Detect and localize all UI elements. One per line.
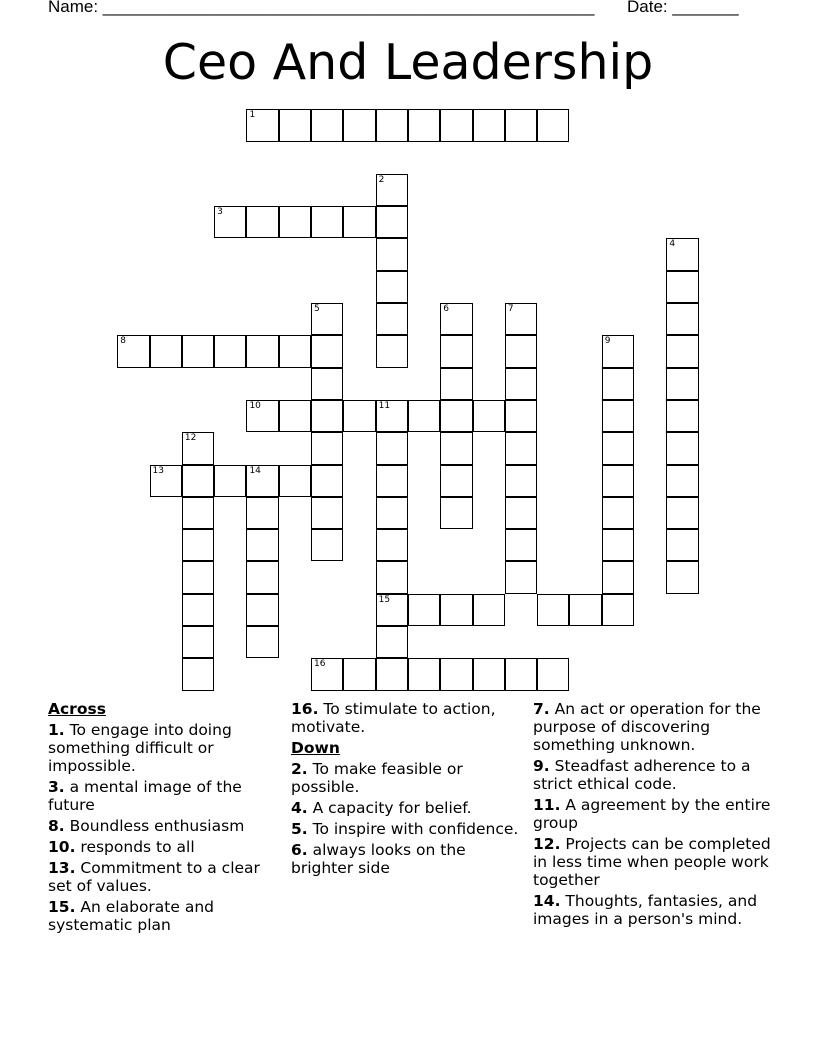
grid-cell[interactable] (246, 206, 278, 238)
clue-text: responds to all (80, 838, 195, 856)
clue-number: 5. (291, 820, 308, 838)
across-clue-8 (48, 817, 280, 835)
clue-number: 6. (291, 841, 308, 859)
grid-cell[interactable] (666, 529, 698, 561)
cell-number: 14 (249, 465, 261, 476)
grid-cell[interactable] (505, 432, 537, 464)
clue-text: An elaborate and systematic plan (48, 898, 214, 934)
cell-number: 15 (378, 594, 391, 605)
grid-cell[interactable] (666, 335, 698, 367)
down-clue-14 (533, 892, 773, 928)
grid-cell[interactable] (473, 400, 505, 432)
clue-text: Projects can be completed in less time when people work together (533, 835, 771, 889)
grid-cell[interactable] (246, 594, 278, 626)
page-title: Ceo And Leadership (162, 34, 654, 91)
down-clue-5 (291, 820, 523, 838)
grid-cell[interactable] (505, 303, 537, 335)
grid-cell[interactable] (246, 335, 278, 367)
clue-text: To stimulate to action, motivate. (291, 700, 496, 736)
grid-cell[interactable] (150, 335, 182, 367)
across-clue-13 (48, 859, 280, 895)
across-clue-1 (48, 721, 280, 775)
grid-cell[interactable] (666, 238, 698, 270)
grid-cell[interactable] (505, 658, 537, 690)
grid-cell[interactable] (376, 626, 408, 658)
grid-cell[interactable] (537, 658, 569, 690)
clue-text: Thoughts, fantasies, and images in a person's mind. (533, 892, 758, 928)
clue-number: 3. (48, 778, 65, 796)
grid-cell[interactable] (182, 626, 214, 658)
grid-cell[interactable] (440, 594, 472, 626)
grid-cell[interactable] (376, 109, 408, 141)
grid-cell[interactable] (408, 109, 440, 141)
clue-text: To inspire with confidence. (312, 820, 519, 838)
clue-text: To engage into doing something difficult or impossible. (48, 721, 232, 775)
grid-cell[interactable] (408, 594, 440, 626)
grid-cell[interactable] (666, 303, 698, 335)
clue-number: 2. (291, 760, 308, 778)
grid-cell[interactable] (343, 109, 375, 141)
cell-number: 9 (604, 336, 611, 347)
clue-text: An act or operation for the purpose of discovering something unknown. (533, 700, 761, 754)
grid-cell[interactable] (440, 658, 472, 690)
cell-number: 2 (378, 174, 385, 185)
date-field-label: Date: _______ (627, 0, 739, 16)
grid-cell[interactable] (182, 335, 214, 367)
grid-cell[interactable] (182, 594, 214, 626)
grid-cell[interactable] (505, 465, 537, 497)
grid-cell[interactable] (311, 109, 343, 141)
grid-cell[interactable] (376, 497, 408, 529)
grid-cell[interactable] (311, 335, 343, 367)
grid-cell[interactable] (376, 174, 408, 206)
grid-cell[interactable] (311, 529, 343, 561)
grid-cell[interactable] (440, 303, 472, 335)
grid-cell[interactable] (117, 335, 149, 367)
grid-cell[interactable] (246, 529, 278, 561)
grid-cell[interactable] (182, 497, 214, 529)
grid-cell[interactable] (602, 368, 634, 400)
grid-cell[interactable] (666, 271, 698, 303)
clue-text: Steadfast adherence to a strict ethical code. (533, 757, 751, 793)
grid-cell[interactable] (505, 497, 537, 529)
clue-text: A capacity for belief. (312, 799, 472, 817)
grid-cell[interactable] (182, 432, 214, 464)
clues-column-2 (291, 700, 523, 880)
clue-text: Boundless enthusiasm (69, 817, 245, 835)
grid-cell[interactable] (602, 529, 634, 561)
grid-cell[interactable] (602, 335, 634, 367)
grid-cell[interactable] (376, 594, 408, 626)
grid-cell[interactable] (246, 109, 278, 141)
grid-cell[interactable] (666, 368, 698, 400)
grid-cell[interactable] (602, 465, 634, 497)
grid-cell[interactable] (182, 465, 214, 497)
cell-number: 6 (443, 304, 449, 315)
clue-number: 14. (533, 892, 561, 910)
across-heading: Across (48, 700, 106, 718)
grid-cell[interactable] (408, 658, 440, 690)
grid-cell[interactable] (311, 497, 343, 529)
grid-cell[interactable] (311, 658, 343, 690)
cell-number: 10 (249, 400, 261, 411)
grid-cell[interactable] (440, 497, 472, 529)
grid-cell[interactable] (602, 594, 634, 626)
grid-cell[interactable] (376, 206, 408, 238)
down-clue-7 (533, 700, 773, 754)
grid-cell[interactable] (408, 400, 440, 432)
grid-cell[interactable] (376, 303, 408, 335)
down-clue-11 (533, 796, 773, 832)
grid-cell[interactable] (246, 465, 278, 497)
grid-cell[interactable] (505, 561, 537, 593)
cell-number: 4 (669, 239, 676, 250)
grid-cell[interactable] (440, 432, 472, 464)
down-clue-6 (291, 841, 523, 877)
cell-number: 3 (217, 207, 223, 218)
grid-cell[interactable] (150, 465, 182, 497)
down-clue-2 (291, 760, 523, 796)
clue-number: 10. (48, 838, 76, 856)
down-clue-9 (533, 757, 773, 793)
grid-cell[interactable] (505, 368, 537, 400)
grid-cell[interactable] (311, 400, 343, 432)
grid-cell[interactable] (311, 465, 343, 497)
across-clue-15 (48, 898, 280, 934)
grid-cell[interactable] (602, 561, 634, 593)
grid-cell[interactable] (537, 109, 569, 141)
grid-cell[interactable] (376, 335, 408, 367)
grid-cell[interactable] (182, 561, 214, 593)
grid-cell[interactable] (376, 658, 408, 690)
grid-cell[interactable] (279, 465, 311, 497)
cell-number: 1 (249, 110, 256, 121)
grid-cell[interactable] (505, 529, 537, 561)
grid-cell[interactable] (182, 529, 214, 561)
grid-cell[interactable] (473, 109, 505, 141)
grid-cell[interactable] (569, 594, 601, 626)
clues-column-3 (533, 700, 773, 931)
grid-cell[interactable] (440, 368, 472, 400)
clue-number: 4. (291, 799, 308, 817)
grid-cell[interactable] (279, 109, 311, 141)
clue-number: 16. (291, 700, 319, 718)
clue-text: To make feasible or possible. (291, 760, 463, 796)
grid-cell[interactable] (666, 497, 698, 529)
cell-number: 5 (314, 304, 320, 315)
grid-cell[interactable] (343, 400, 375, 432)
down-heading: Down (291, 739, 340, 757)
grid-cell[interactable] (440, 465, 472, 497)
grid-cell[interactable] (214, 206, 246, 238)
down-clue-12 (533, 835, 773, 889)
grid-cell[interactable] (440, 109, 472, 141)
across-clue-3 (48, 778, 280, 814)
grid-cell[interactable] (246, 626, 278, 658)
grid-cell[interactable] (343, 206, 375, 238)
grid-cell[interactable] (279, 206, 311, 238)
cell-number: 8 (120, 336, 126, 347)
clue-number: 9. (533, 757, 550, 775)
grid-cell[interactable] (440, 400, 472, 432)
grid-cell[interactable] (666, 465, 698, 497)
grid-cell[interactable] (311, 303, 343, 335)
clue-number: 7. (533, 700, 550, 718)
grid-cell[interactable] (376, 465, 408, 497)
across-clue-16 (291, 700, 523, 736)
clue-number: 12. (533, 835, 561, 853)
grid-cell[interactable] (376, 529, 408, 561)
grid-cell[interactable] (473, 658, 505, 690)
clues-column-1 (48, 700, 280, 937)
grid-cell[interactable] (343, 658, 375, 690)
grid-cell[interactable] (376, 432, 408, 464)
clue-text: always looks on the brighter side (291, 841, 466, 877)
grid-cell[interactable] (214, 335, 246, 367)
cell-number: 11 (378, 400, 391, 411)
grid-cell[interactable] (376, 271, 408, 303)
grid-cell[interactable] (537, 594, 569, 626)
across-clue-10 (48, 838, 280, 856)
grid-cell[interactable] (376, 238, 408, 270)
clue-text: A agreement by the entire group (533, 796, 771, 832)
clue-text: Commitment to a clear set of values. (48, 859, 260, 895)
grid-cell[interactable] (473, 594, 505, 626)
clue-number: 1. (48, 721, 65, 739)
grid-cell[interactable] (246, 561, 278, 593)
grid-cell[interactable] (376, 561, 408, 593)
grid-cell[interactable] (311, 368, 343, 400)
grid-cell[interactable] (505, 335, 537, 367)
grid-cell[interactable] (279, 335, 311, 367)
name-field-label: Name: ____________________________________________________ (48, 0, 595, 16)
grid-cell[interactable] (246, 497, 278, 529)
grid-cell[interactable] (311, 432, 343, 464)
grid-cell[interactable] (666, 400, 698, 432)
grid-cell[interactable] (602, 432, 634, 464)
cell-number: 7 (507, 304, 514, 315)
clue-number: 15. (48, 898, 76, 916)
grid-cell[interactable] (602, 497, 634, 529)
grid-cell[interactable] (246, 400, 278, 432)
grid-cell[interactable] (666, 432, 698, 464)
cell-number: 12 (184, 433, 197, 444)
grid-cell[interactable] (376, 400, 408, 432)
cell-number: 13 (152, 465, 164, 476)
grid-cell[interactable] (505, 400, 537, 432)
grid-cell[interactable] (602, 400, 634, 432)
grid-cell[interactable] (440, 335, 472, 367)
clue-text: a mental image of the future (48, 778, 242, 814)
grid-cell[interactable] (505, 109, 537, 141)
grid-cell[interactable] (279, 400, 311, 432)
grid-cell[interactable] (214, 465, 246, 497)
grid-cell[interactable] (182, 658, 214, 690)
grid-cell[interactable] (666, 561, 698, 593)
cell-number: 16 (314, 659, 326, 670)
clue-number: 13. (48, 859, 76, 877)
clue-number: 11. (533, 796, 561, 814)
grid-cell[interactable] (311, 206, 343, 238)
down-clue-4 (291, 799, 523, 817)
clue-number: 8. (48, 817, 65, 835)
